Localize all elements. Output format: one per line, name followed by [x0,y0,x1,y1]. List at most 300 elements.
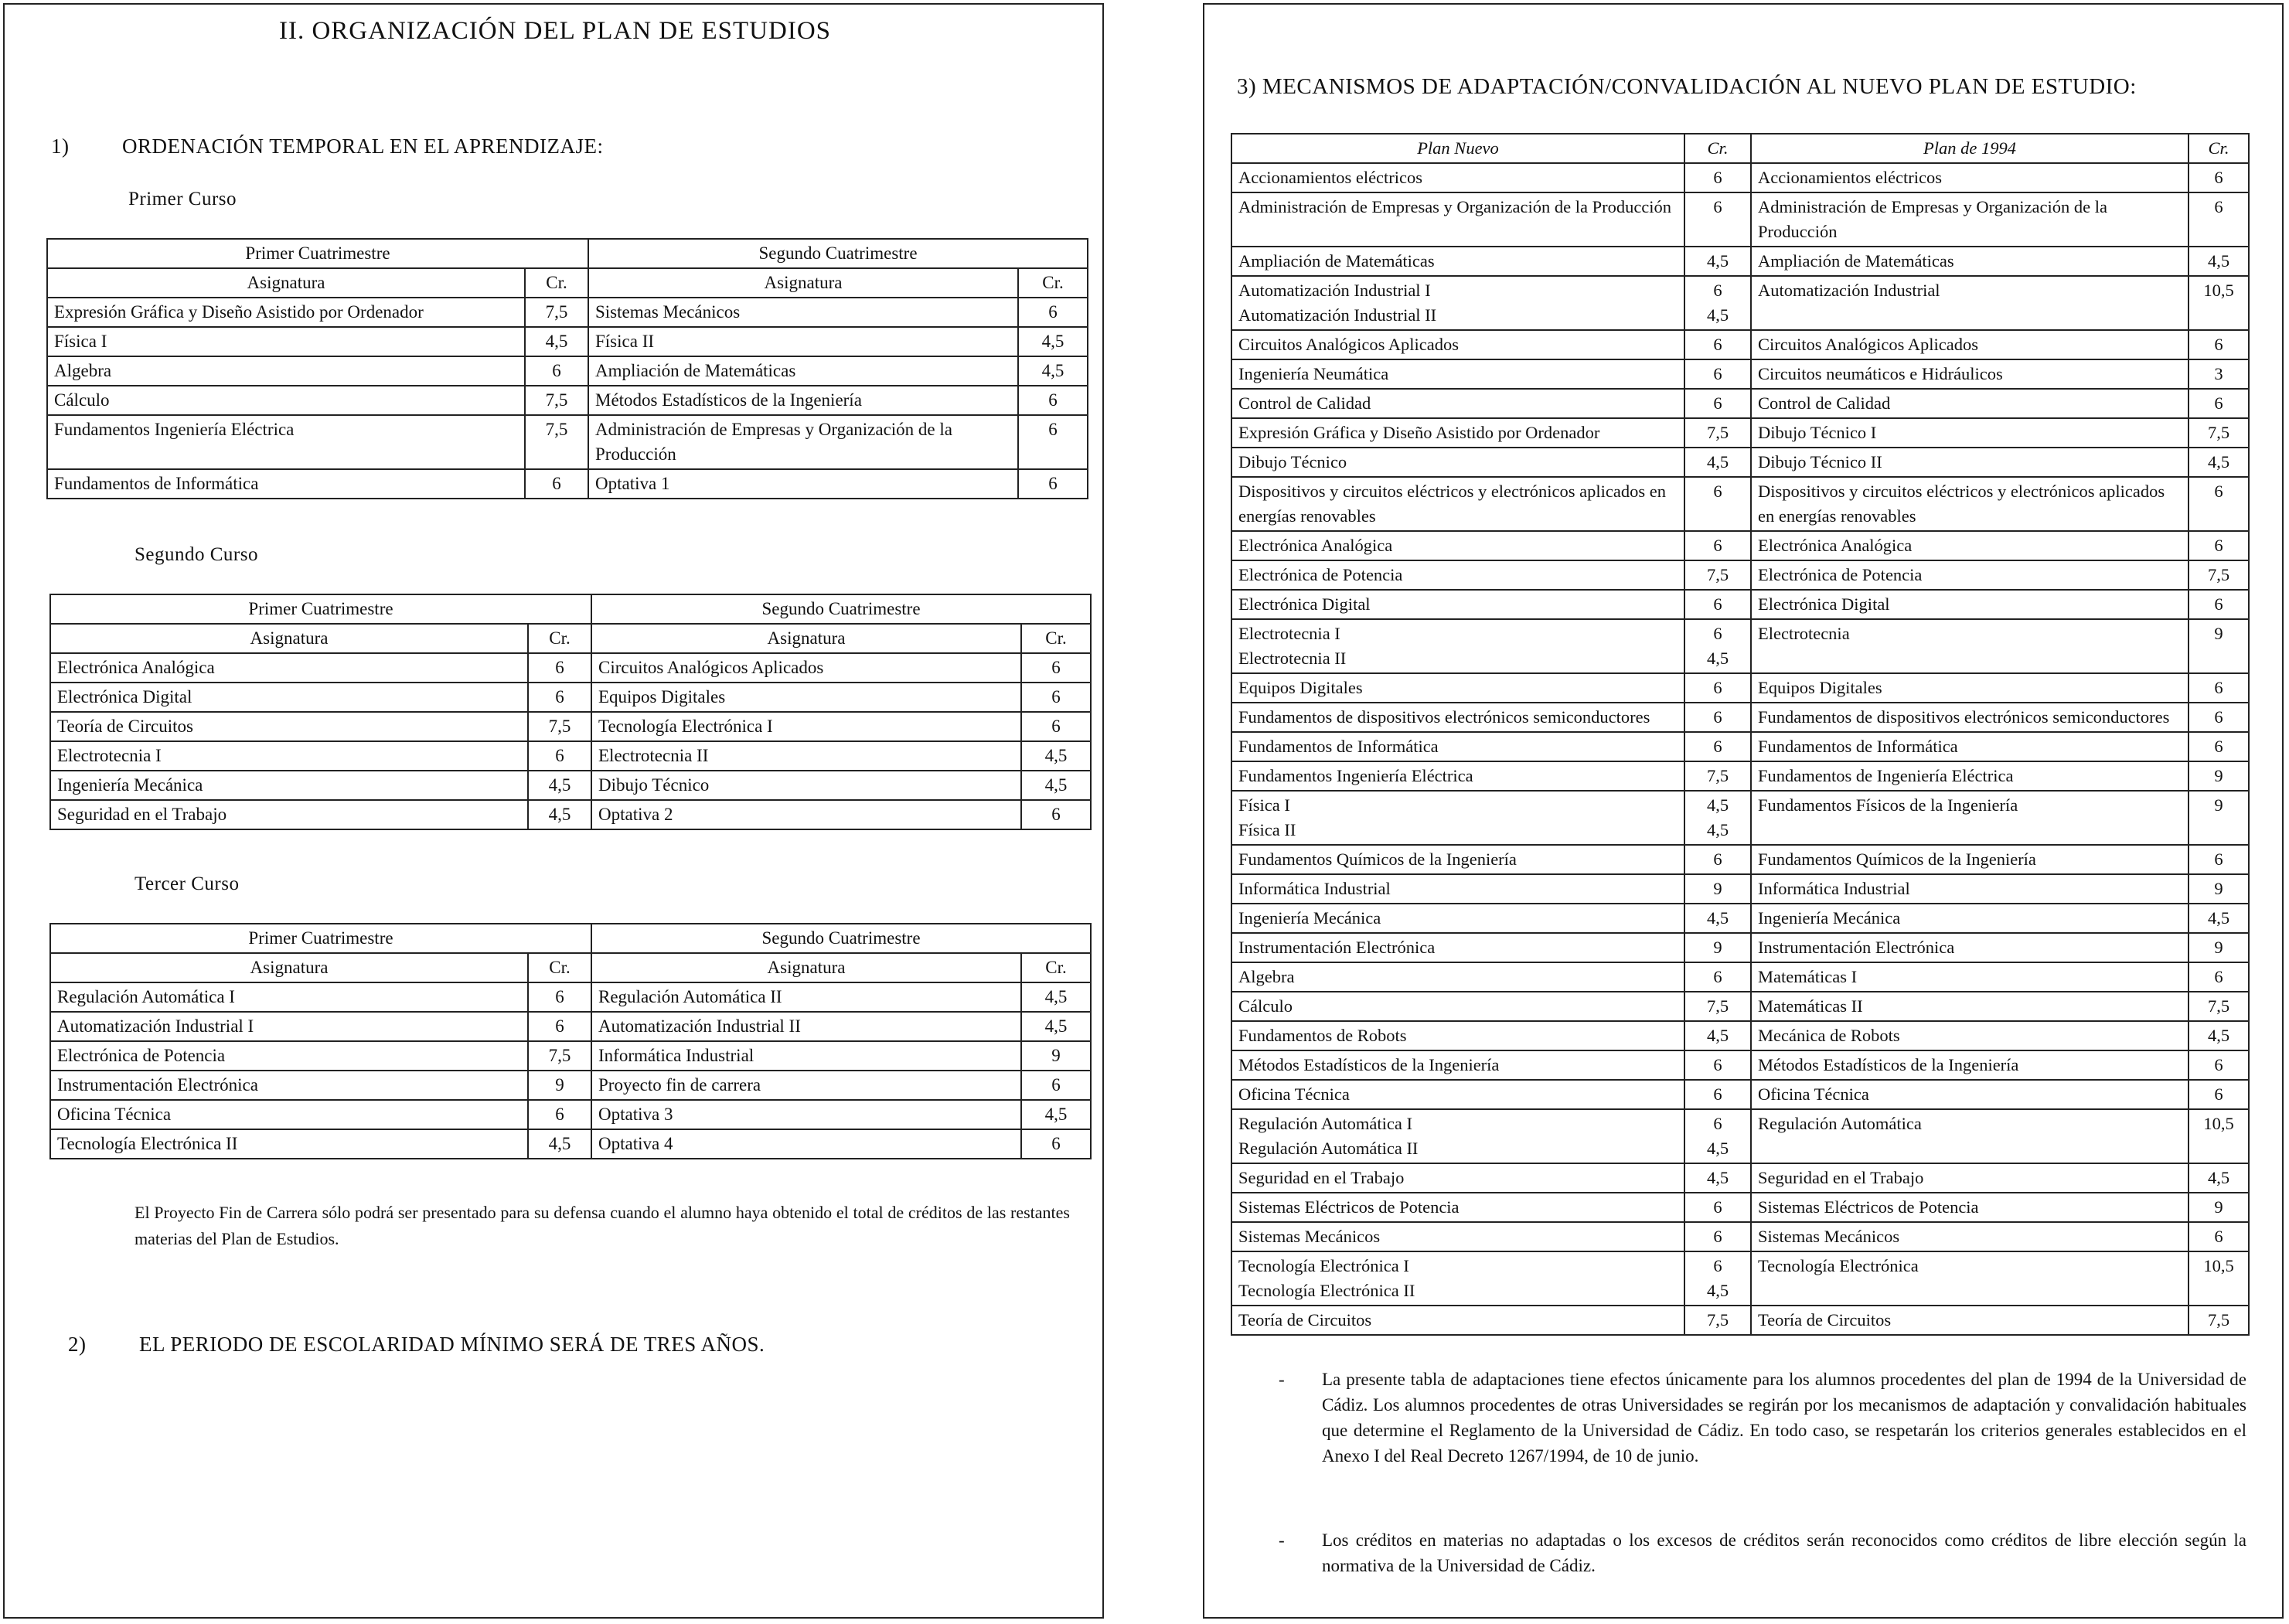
new-plan-credits-cell [1684,247,1751,276]
subject-cell: Seguridad en el Trabajo [50,800,528,829]
col-cr-header: Cr. [1021,953,1091,982]
plan-1994-subject-cell: Electrónica Analógica [1751,531,2189,560]
subject-cell: Métodos Estadísticos de la Ingeniería [588,386,1018,415]
col-subject-header: Asignatura [50,953,528,982]
subject-cell: Administración de Empresas y Organización de la Producción [588,415,1018,469]
new-plan-subject-cell [1231,874,1684,904]
semester-1-header: Primer Cuatrimestre [47,239,588,268]
plan-1994-subject-cell: Ampliación de Matemáticas [1751,247,2189,276]
section-2-number: 2) [68,1333,87,1356]
plan-1994-credits-cell: 9 [2189,619,2249,673]
table-row [47,356,1088,386]
new-plan-credits-cell [1684,163,1751,192]
table-row [50,653,1091,683]
new-plan-subject: Control de Calidad [1238,393,1371,413]
plan-1994-subject-cell: Fundamentos de Informática [1751,732,2189,761]
plan-1994-credits-cell: 3 [2189,359,2249,389]
plan-1994-credits-cell: 7,5 [2189,992,2249,1021]
new-plan-credits: 4,5 [1706,452,1729,472]
subject-cell: Proyecto fin de carrera [591,1071,1021,1100]
table-row [50,1071,1091,1100]
new-plan-subject: Expresión Gráfica y Diseño Asistido por Ordenador [1238,423,1600,442]
table-row [1231,904,2249,933]
table-row [50,683,1091,712]
new-plan-credits-cell [1684,1193,1751,1222]
new-plan-credits: 4,5 [1706,795,1729,815]
col-subject-header: Asignatura [591,953,1021,982]
plan-1994-credits-cell: 6 [2189,845,2249,874]
plan-1994-subject-cell: Tecnología Electrónica [1751,1251,2189,1306]
new-plan-subject: Física I [1238,795,1290,815]
new-plan-subject-cell [1231,1222,1684,1251]
plan-1994-credits-cell: 6 [2189,1222,2249,1251]
plan-1994-subject-cell: Mecánica de Robots [1751,1021,2189,1050]
subject-cell: Oficina Técnica [50,1100,528,1129]
subject-cell: Cálculo [47,386,525,415]
header-plan-new: Plan Nuevo [1231,134,1684,163]
new-plan-credits: 6 [1713,594,1722,614]
new-plan-credits-cell [1684,1251,1751,1306]
course-1-table [46,238,1088,499]
table-row [1231,531,2249,560]
new-plan-subject: Accionamientos eléctricos [1238,168,1423,187]
table-row [1231,732,2249,761]
semester-header-row [50,594,1091,624]
col-cr-header: Cr. [525,268,588,298]
new-plan-subject: Instrumentación Electrónica [1238,938,1436,957]
table-row [1231,1021,2249,1050]
plan-1994-subject-cell: Electrónica de Potencia [1751,560,2189,590]
subject-cell: Regulación Automática II [591,982,1021,1012]
plan-1994-subject-cell: Circuitos Analógicos Aplicados [1751,330,2189,359]
new-plan-subject-cell [1231,1163,1684,1193]
credits-cell: 4,5 [1021,982,1091,1012]
new-plan-credits-cell [1684,845,1751,874]
subject-cell: Física II [588,327,1018,356]
new-plan-subject: Cálculo [1238,996,1293,1016]
plan-1994-credits-cell: 9 [2189,1193,2249,1222]
new-plan-credits-cell [1684,1080,1751,1109]
new-plan-credits: 6 [1713,624,1722,643]
plan-1994-subject-cell: Matemáticas I [1751,962,2189,992]
credits-cell: 6 [528,683,591,712]
col-subject-header: Asignatura [591,624,1021,653]
plan-1994-subject-cell: Administración de Empresas y Organización de la Producción [1751,192,2189,247]
semester-header-row [47,239,1088,268]
new-plan-credits: 6 [1713,737,1722,756]
plan-1994-subject-cell: Dispositivos y circuitos eléctricos y electrónicos aplicados en energías renovables [1751,477,2189,531]
new-plan-subject: Equipos Digitales [1238,678,1363,697]
new-plan-subject: Seguridad en el Trabajo [1238,1168,1405,1187]
semester-2-header: Segundo Cuatrimestre [588,239,1088,268]
plan-1994-credits-cell: 6 [2189,163,2249,192]
table-row [1231,359,2249,389]
plan-1994-credits-cell: 4,5 [2189,1021,2249,1050]
table-row [1231,992,2249,1021]
table-row [1231,933,2249,962]
new-plan-subject: Ingeniería Mecánica [1238,908,1381,928]
subject-cell: Dibujo Técnico [591,771,1021,800]
new-plan-subject: Administración de Empresas y Organización de la Producción [1238,197,1672,216]
plan-1994-credits-cell: 10,5 [2189,1251,2249,1306]
new-plan-subject-cell [1231,933,1684,962]
subject-cell: Electrotecnia I [50,741,528,771]
new-plan-credits-cell [1684,1306,1751,1335]
new-plan-subject-cell [1231,761,1684,791]
new-plan-subject: Electrónica de Potencia [1238,565,1403,584]
new-plan-subject: Fundamentos Ingeniería Eléctrica [1238,766,1473,785]
new-plan-credits: 7,5 [1706,565,1729,584]
subject-cell: Electrónica Digital [50,683,528,712]
plan-1994-credits-cell: 6 [2189,590,2249,619]
table-row [1231,192,2249,247]
new-plan-credits: 6 [1713,1055,1722,1074]
plan-1994-subject-cell: Electrónica Digital [1751,590,2189,619]
new-plan-credits: 6 [1713,1114,1722,1133]
new-plan-subject-cell [1231,330,1684,359]
credits-cell: 4,5 [528,800,591,829]
new-plan-credits: 4,5 [1706,1281,1729,1300]
subject-cell: Electrónica de Potencia [50,1041,528,1071]
bullet-note-1 [1279,1367,2246,1469]
credits-cell: 6 [1021,800,1091,829]
new-plan-credits-cell [1684,703,1751,732]
new-plan-credits-cell [1684,761,1751,791]
table-row [50,712,1091,741]
new-plan-subject-cell [1231,1193,1684,1222]
credits-cell: 4,5 [1021,1012,1091,1041]
plan-1994-credits-cell: 10,5 [2189,276,2249,330]
plan-1994-credits-cell: 6 [2189,531,2249,560]
course-3-table [49,923,1092,1159]
bullet-mark: - [1279,1530,1285,1550]
table-row [1231,1050,2249,1080]
plan-1994-subject-cell: Equipos Digitales [1751,673,2189,703]
table-row [1231,276,2249,330]
table-row [1231,1163,2249,1193]
plan-1994-subject-cell: Accionamientos eléctricos [1751,163,2189,192]
subject-cell: Instrumentación Electrónica [50,1071,528,1100]
new-plan-subject-cell [1231,531,1684,560]
new-plan-credits: 6 [1713,1256,1722,1275]
new-plan-credits-cell [1684,560,1751,590]
new-plan-credits: 6 [1713,364,1722,383]
new-plan-subject-cell [1231,477,1684,531]
new-plan-subject-cell [1231,418,1684,448]
new-plan-subject-cell [1231,192,1684,247]
plan-1994-subject-cell: Circuitos neumáticos e Hidráulicos [1751,359,2189,389]
adaptation-table [1231,133,2250,1336]
plan-1994-credits-cell: 6 [2189,389,2249,418]
course-1-title: Primer Curso [128,189,237,209]
new-plan-subject: Electrónica Digital [1238,594,1371,614]
new-plan-subject-cell [1231,590,1684,619]
course-3-title: Tercer Curso [135,873,240,894]
table-row [1231,673,2249,703]
credits-cell: 6 [525,469,588,499]
new-plan-credits: 6 [1713,536,1722,555]
credits-cell: 4,5 [1021,1100,1091,1129]
new-plan-credits-cell [1684,1109,1751,1163]
new-plan-subject: Teoría de Circuitos [1238,1310,1372,1330]
new-plan-subject-cell [1231,845,1684,874]
plan-1994-credits-cell: 7,5 [2189,560,2249,590]
new-plan-credits: 4,5 [1706,1026,1729,1045]
plan-1994-subject-cell: Ingeniería Mecánica [1751,904,2189,933]
final-project-note: El Proyecto Fin de Carrera sólo podrá ser presentado para su defensa cuando el alumno haya obtenido el total de créditos de las restantes materias del Plan de Estudios. [135,1203,1070,1248]
new-plan-credits: 6 [1713,678,1722,697]
course-2-table [49,594,1092,830]
col-subject-header: Asignatura [50,624,528,653]
credits-cell: 4,5 [1018,327,1088,356]
new-plan-subject-cell [1231,992,1684,1021]
new-plan-subject-cell [1231,359,1684,389]
plan-1994-credits-cell: 9 [2189,933,2249,962]
new-plan-subject: Fundamentos de Robots [1238,1026,1407,1045]
new-plan-subject-cell [1231,1021,1684,1050]
new-plan-credits: 6 [1713,335,1722,354]
new-plan-credits-cell [1684,276,1751,330]
plan-1994-credits-cell: 4,5 [2189,247,2249,276]
col-cr-header: Cr. [1021,624,1091,653]
new-plan-credits: 6 [1713,393,1722,413]
plan-1994-subject-cell: Regulación Automática [1751,1109,2189,1163]
new-plan-credits: 4,5 [1706,305,1729,325]
table-row [50,800,1091,829]
new-plan-subject-cell [1231,904,1684,933]
new-plan-subject: Sistemas Mecánicos [1238,1227,1381,1246]
new-plan-credits: 6 [1713,1084,1722,1104]
plan-1994-credits-cell: 10,5 [2189,1109,2249,1163]
section-1-number: 1) [51,134,70,158]
document-title: II. ORGANIZACIÓN DEL PLAN DE ESTUDIOS [278,17,832,45]
new-plan-credits: 6 [1713,707,1722,727]
credits-cell: 6 [1021,653,1091,683]
new-plan-credits-cell [1684,933,1751,962]
credits-cell: 4,5 [525,327,588,356]
header-plan-1994: Plan de 1994 [1751,134,2189,163]
subject-cell: Informática Industrial [591,1041,1021,1071]
table-row [50,1129,1091,1159]
new-plan-credits-cell [1684,874,1751,904]
new-plan-credits: 4,5 [1706,649,1729,668]
col-cr-header: Cr. [528,624,591,653]
table-row [47,386,1088,415]
credits-cell: 6 [1018,469,1088,499]
plan-1994-credits-cell: 6 [2189,1080,2249,1109]
plan-1994-credits-cell: 7,5 [2189,1306,2249,1335]
plan-1994-subject-cell: Fundamentos de dispositivos electrónicos semiconductores [1751,703,2189,732]
new-plan-subject: Dibujo Técnico [1238,452,1347,472]
section-2-heading [68,1333,765,1357]
new-plan-subject: Fundamentos de Informática [1238,737,1439,756]
plan-1994-subject-cell: Dibujo Técnico I [1751,418,2189,448]
new-plan-credits: 6 [1713,1227,1722,1246]
new-plan-credits-cell [1684,1222,1751,1251]
col-subject-header: Asignatura [588,268,1018,298]
new-plan-subject-cell [1231,448,1684,477]
table-row [1231,389,2249,418]
table-row [1231,418,2249,448]
table-row [50,741,1091,771]
plan-1994-subject-cell: Fundamentos de Ingeniería Eléctrica [1751,761,2189,791]
new-plan-credits-cell [1684,673,1751,703]
subject-cell: Fundamentos Ingeniería Eléctrica [47,415,525,469]
credits-cell: 6 [528,982,591,1012]
plan-1994-credits-cell: 6 [2189,1050,2249,1080]
plan-1994-credits-cell: 6 [2189,477,2249,531]
new-plan-credits: 6 [1713,849,1722,869]
credits-cell: 7,5 [528,712,591,741]
plan-1994-subject-cell: Automatización Industrial [1751,276,2189,330]
new-plan-credits-cell [1684,1021,1751,1050]
new-plan-subject-cell [1231,732,1684,761]
semester-1-header: Primer Cuatrimestre [50,924,591,953]
table-row [1231,761,2249,791]
credits-cell: 4,5 [1021,741,1091,771]
plan-1994-subject-cell: Dibujo Técnico II [1751,448,2189,477]
table-row [1231,791,2249,845]
new-plan-credits-cell [1684,359,1751,389]
semester-2-header: Segundo Cuatrimestre [591,924,1091,953]
subject-cell: Optativa 4 [591,1129,1021,1159]
new-plan-subject: Circuitos Analógicos Aplicados [1238,335,1459,354]
new-plan-subject-cell [1231,163,1684,192]
col-subject-header: Asignatura [47,268,525,298]
plan-1994-subject-cell: Métodos Estadísticos de la Ingeniería [1751,1050,2189,1080]
new-plan-credits: 4,5 [1706,820,1729,839]
credits-cell: 6 [1018,298,1088,327]
credits-cell: 6 [528,741,591,771]
credits-cell: 6 [525,356,588,386]
new-plan-credits: 7,5 [1706,423,1729,442]
plan-1994-subject-cell: Informática Industrial [1751,874,2189,904]
credits-cell: 7,5 [525,415,588,469]
plan-1994-subject-cell: Control de Calidad [1751,389,2189,418]
plan-1994-credits-cell: 4,5 [2189,1163,2249,1193]
section-3-heading: 3) MECANISMOS DE ADAPTACIÓN/CONVALIDACIÓN AL NUEVO PLAN DE ESTUDIO: [1237,74,2137,99]
new-plan-credits: 4,5 [1706,1168,1729,1187]
table-row [1231,448,2249,477]
new-plan-credits-cell [1684,1050,1751,1080]
plan-1994-subject-cell: Seguridad en el Trabajo [1751,1163,2189,1193]
table-row [1231,247,2249,276]
new-plan-credits-cell [1684,389,1751,418]
table-row [47,469,1088,499]
credits-cell: 6 [528,653,591,683]
column-header-row [47,268,1088,298]
credits-cell: 7,5 [525,298,588,327]
plan-1994-subject-cell: Sistemas Eléctricos de Potencia [1751,1193,2189,1222]
plan-1994-credits-cell: 6 [2189,673,2249,703]
table-row [50,982,1091,1012]
subject-cell: Teoría de Circuitos [50,712,528,741]
semester-2-header: Segundo Cuatrimestre [591,594,1091,624]
new-plan-subject: Regulación Automática I [1238,1114,1412,1133]
bullet-mark: - [1279,1370,1285,1389]
table-row [50,1012,1091,1041]
bullet-note-2-text: Los créditos en materias no adaptadas o los excesos de créditos serán reconocidos como créditos de libre elección según la normativa de la Universidad de Cádiz. [1322,1530,2246,1575]
column-header-row [50,953,1091,982]
new-plan-subject: Dispositivos y circuitos eléctricos y electrónicos aplicados en energías renovables [1238,482,1666,526]
new-plan-credits: 7,5 [1706,1310,1729,1330]
table-row [47,298,1088,327]
new-plan-subject: Informática Industrial [1238,879,1391,898]
new-plan-subject: Automatización Industrial I [1238,281,1431,300]
new-plan-subject: Fundamentos de dispositivos electrónicos semiconductores [1238,707,1650,727]
column-header-row [50,624,1091,653]
new-plan-credits-cell [1684,531,1751,560]
table-row [1231,560,2249,590]
section-1-heading [51,134,604,158]
credits-cell: 4,5 [528,1129,591,1159]
subject-cell: Equipos Digitales [591,683,1021,712]
subject-cell: Automatización Industrial II [591,1012,1021,1041]
table-row [1231,874,2249,904]
new-plan-subject: Fundamentos Químicos de la Ingeniería [1238,849,1517,869]
new-plan-subject: Oficina Técnica [1238,1084,1350,1104]
new-plan-credits-cell [1684,732,1751,761]
table-row [50,1041,1091,1071]
subject-cell: Circuitos Analógicos Aplicados [591,653,1021,683]
table-row [1231,1080,2249,1109]
subject-cell: Optativa 2 [591,800,1021,829]
table-row [50,771,1091,800]
new-plan-subject-cell [1231,276,1684,330]
new-plan-subject-cell [1231,1251,1684,1306]
new-plan-credits: 9 [1713,879,1722,898]
credits-cell: 7,5 [525,386,588,415]
new-plan-subject-cell [1231,703,1684,732]
subject-cell: Expresión Gráfica y Diseño Asistido por Ordenador [47,298,525,327]
new-plan-subject: Electrónica Analógica [1238,536,1393,555]
table-row [1231,1193,2249,1222]
plan-1994-credits-cell: 6 [2189,192,2249,247]
table-row [1231,1109,2249,1163]
subject-cell: Regulación Automática I [50,982,528,1012]
semester-header-row [50,924,1091,953]
table-row [47,415,1088,469]
plan-1994-subject-cell: Sistemas Mecánicos [1751,1222,2189,1251]
bullet-note-2 [1279,1527,2246,1578]
plan-1994-credits-cell: 9 [2189,761,2249,791]
bullet-note-1-text: La presente tabla de adaptaciones tiene efectos únicamente para los alumnos procedentes del plan de 1994 de la Universidad de Cádiz. Los alumnos procedentes de otras Universidades se regirán por los mecanismos de adaptación y convalidación habituales que determine el Reglamento de la Universidad de Cádiz. En todo caso, se respetarán los criterios generales establecidos en el Anexo I del Real Decreto 1267/1994, de 10 de junio. [1322,1370,2246,1466]
new-plan-subject: Ampliación de Matemáticas [1238,251,1435,271]
new-plan-credits: 4,5 [1706,1139,1729,1158]
plan-1994-credits-cell: 4,5 [2189,448,2249,477]
subject-cell: Fundamentos de Informática [47,469,525,499]
plan-1994-subject-cell: Fundamentos Físicos de la Ingeniería [1751,791,2189,845]
new-plan-subject-cell [1231,1080,1684,1109]
plan-1994-credits-cell: 4,5 [2189,904,2249,933]
table-row [1231,845,2249,874]
new-plan-subject-cell [1231,1306,1684,1335]
new-plan-subject-cell [1231,619,1684,673]
credits-cell: 9 [528,1071,591,1100]
new-plan-credits: 7,5 [1706,766,1729,785]
new-plan-subject: Métodos Estadísticos de la Ingeniería [1238,1055,1500,1074]
section-1-title: ORDENACIÓN TEMPORAL EN EL APRENDIZAJE: [122,134,604,158]
section-2-title: EL PERIODO DE ESCOLARIDAD MÍNIMO SERÁ DE TRES AÑOS. [139,1333,765,1356]
new-plan-subject: Tecnología Electrónica II [1238,1281,1415,1300]
plan-1994-credits-cell: 9 [2189,874,2249,904]
new-plan-credits-cell [1684,590,1751,619]
subject-cell: Electrónica Analógica [50,653,528,683]
new-plan-credits-cell [1684,791,1751,845]
credits-cell: 7,5 [528,1041,591,1071]
new-plan-credits: 6 [1713,168,1722,187]
plan-1994-subject-cell: Oficina Técnica [1751,1080,2189,1109]
